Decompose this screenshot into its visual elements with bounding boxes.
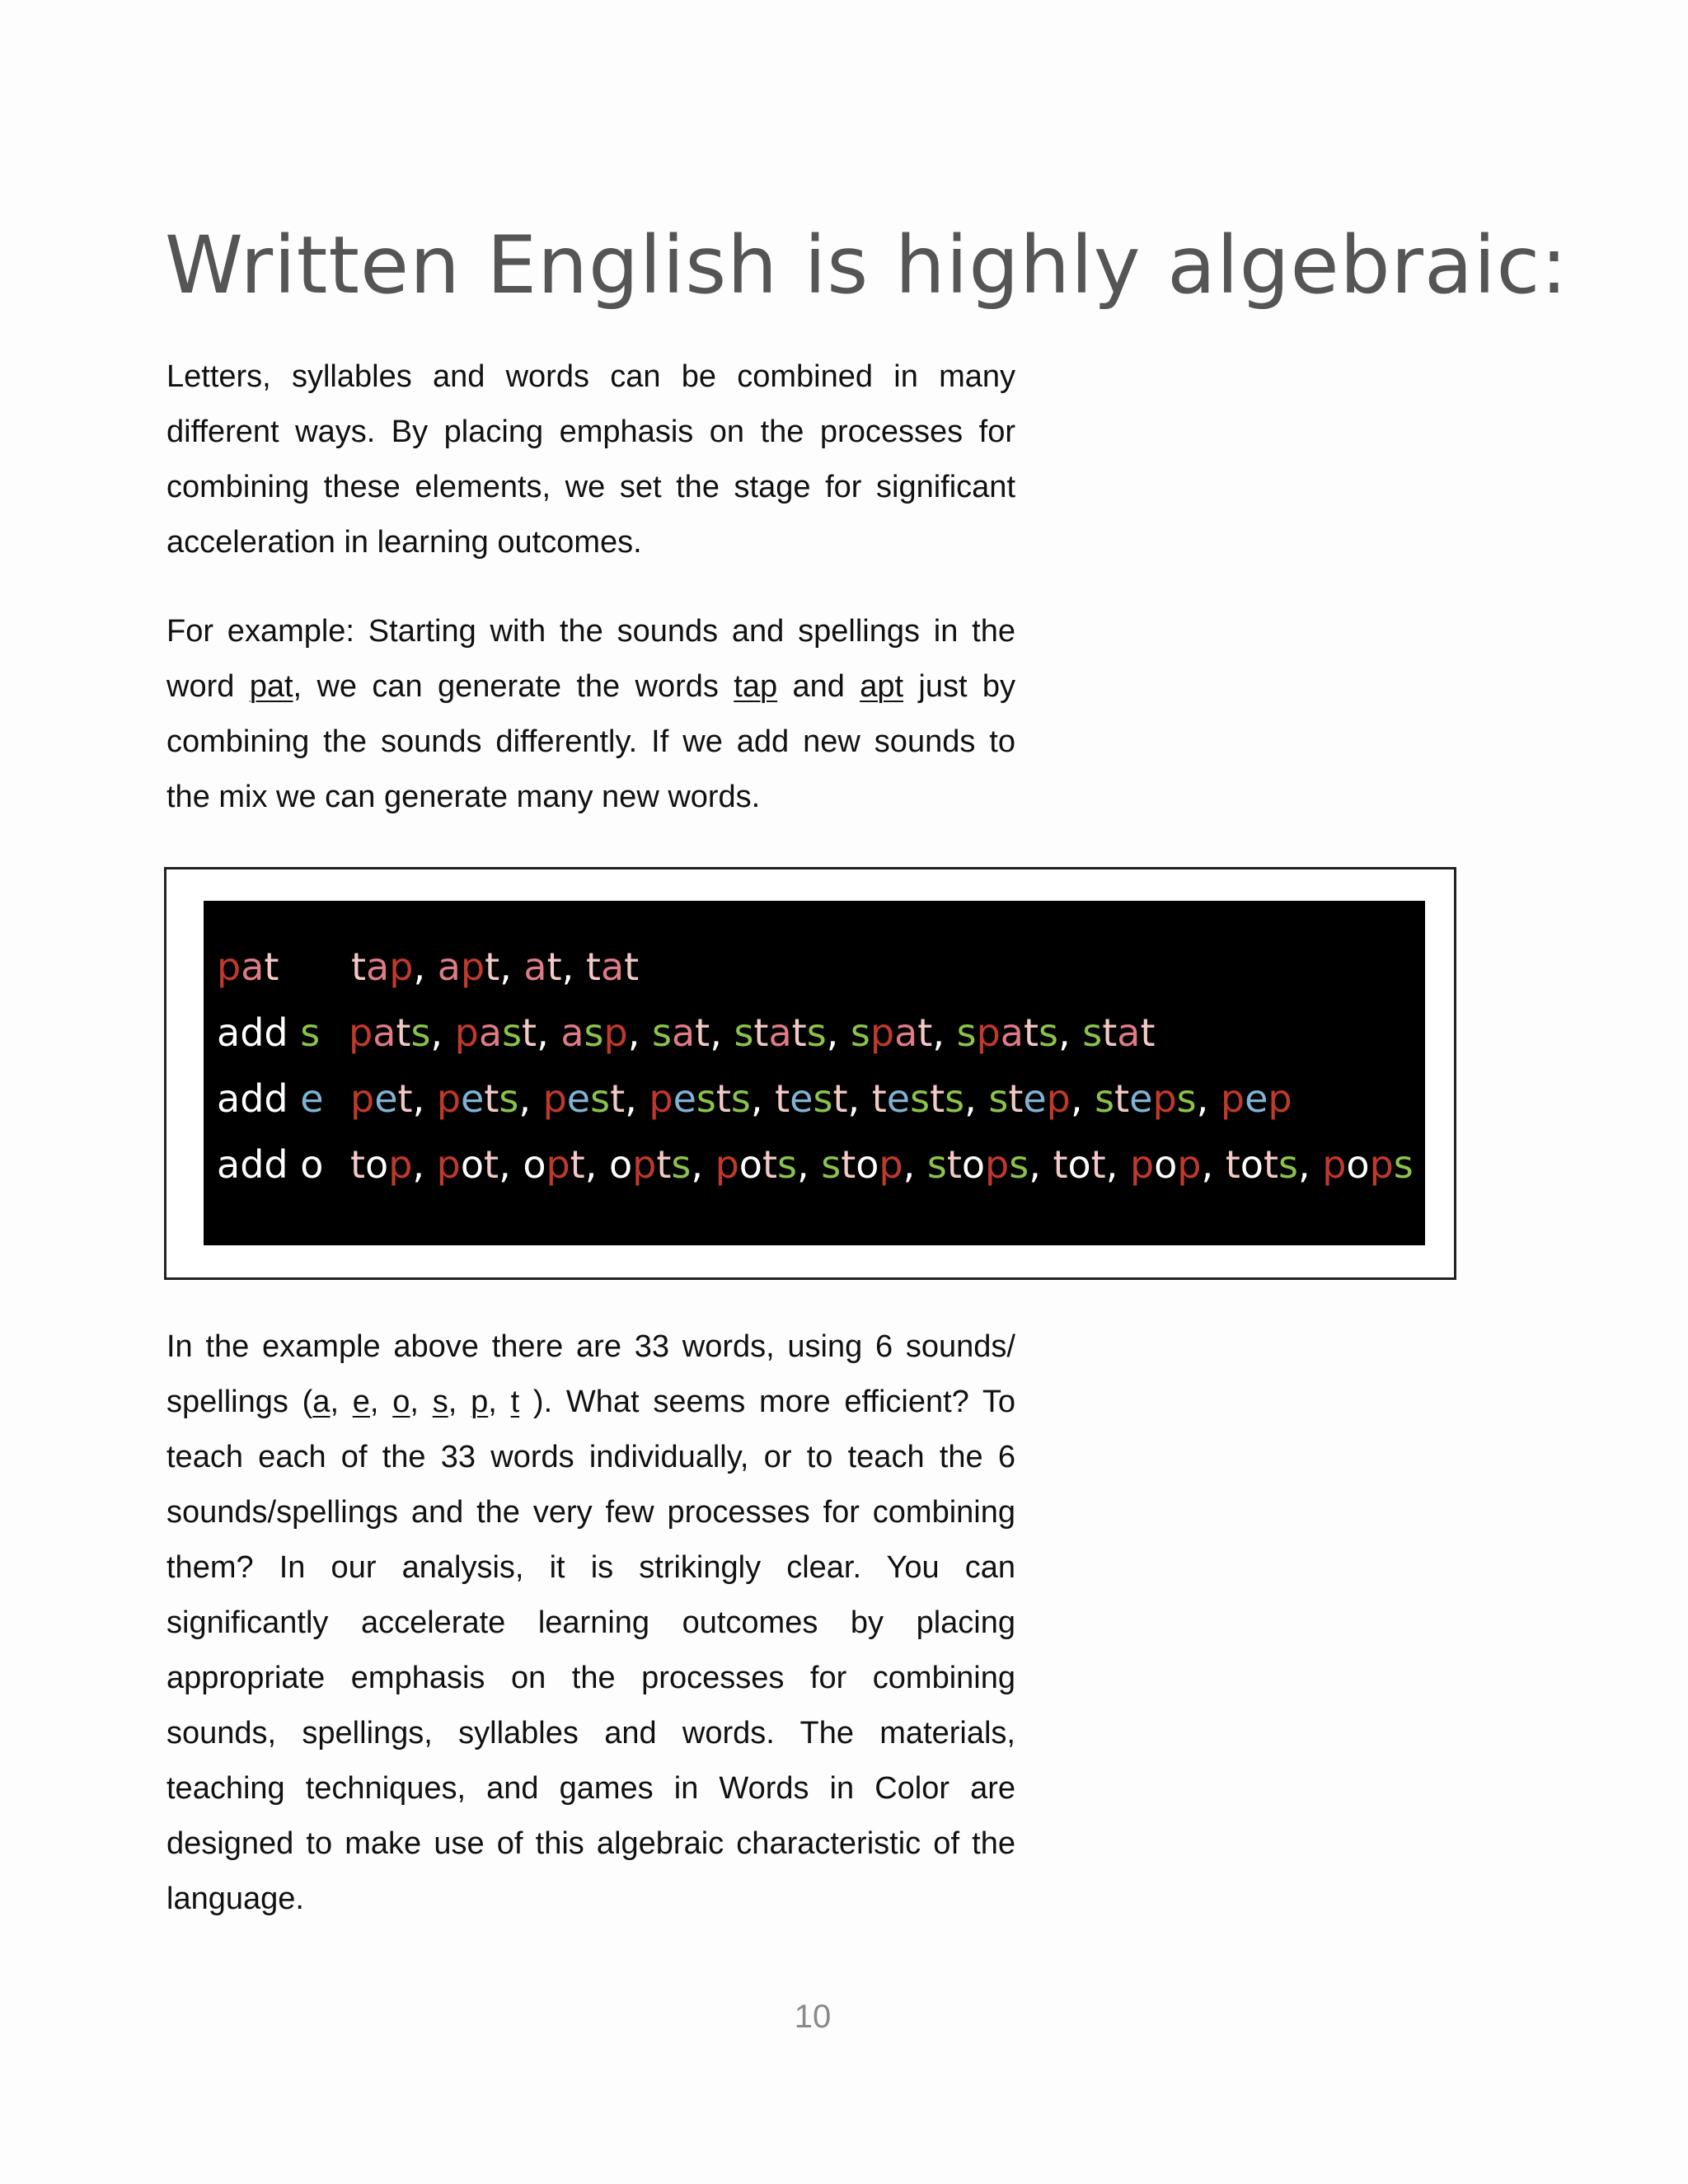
word-separator: , [750,1076,776,1121]
colored-letter: t [1140,1010,1156,1055]
word-separator: , [627,1010,652,1055]
colored-letter: s [499,1076,519,1121]
row-label [217,934,279,1000]
page-title: Written English is highly algebraic: [165,219,1568,312]
colored-letter: e [1129,1076,1153,1121]
colored-letter: p [350,1076,375,1121]
colored-word [872,1076,964,1121]
colored-word [609,1142,691,1187]
row-words [349,1000,1156,1066]
word-separator: , [1196,1076,1221,1121]
row-label [217,1132,323,1197]
colored-letter: t [546,944,562,989]
colored-letter: e [566,1076,591,1121]
colored-letter: t [1023,1010,1039,1055]
colored-letter: s [584,1010,604,1055]
colored-letter: t [264,944,279,989]
underlined-word: pat [249,669,293,704]
colored-word [734,1010,826,1055]
colored-word [1226,1142,1298,1187]
colored-letter: t [695,1010,710,1055]
colored-letter: s [926,1142,947,1187]
colored-letter: o [1154,1142,1178,1187]
colored-letter: t [1053,1142,1068,1187]
colored-word [652,1010,710,1055]
underlined-word: apt [860,669,904,704]
word-separator: , [826,1010,851,1055]
row-label-text: add [217,1076,301,1121]
colored-letter: a [671,1010,696,1055]
colored-letter: t [753,1010,769,1055]
colored-letter: t [832,1076,848,1121]
underlined-letter: t [510,1385,520,1419]
colored-letter: p [1152,1076,1177,1121]
colored-letter: t [610,1076,626,1121]
colored-letter: a [478,1010,503,1055]
colored-word [1322,1142,1414,1187]
row-words [351,934,639,1000]
colored-letter: s [671,1142,692,1187]
word-separator: , [1297,1142,1323,1187]
colored-letter: t [791,1010,807,1055]
word-example-panel [204,901,1425,1245]
colored-letter: t [484,1076,499,1121]
colored-word [1095,1076,1197,1121]
underlined-letter: a [312,1385,331,1419]
text-run: just by combining the sounds differently. If we add new sounds to the mix we can generate many new words. [166,669,1015,814]
word-separator: , [1201,1142,1226,1187]
underlined-letter: s [432,1385,448,1419]
colored-letter: p [542,1076,567,1121]
word-separator: , [584,1142,609,1187]
colored-letter: t [1263,1142,1278,1187]
colored-letter: s [910,1076,931,1121]
colored-letter: o [1240,1142,1264,1187]
word-separator: , [413,944,438,989]
colored-letter: t [762,1142,777,1187]
colored-word [851,1010,932,1055]
colored-letter: e [374,1076,398,1121]
colored-letter: a [1117,1010,1141,1055]
colored-letter: a [768,1010,792,1055]
colored-word [586,944,639,989]
colored-letter: a [366,944,390,989]
colored-letter: s [988,1076,1009,1121]
word-separator: , [964,1076,989,1121]
underlined-letter: e [352,1385,370,1419]
colored-letter: s [1082,1010,1103,1055]
colored-letter: a [241,944,265,989]
colored-letter: p [546,1142,570,1187]
word-separator: , [1105,1142,1130,1187]
colored-letter: e [790,1076,814,1121]
colored-letter: o [856,1142,879,1187]
colored-letter: p [436,1142,461,1187]
colored-letter: s [821,1142,842,1187]
colored-letter: e [1023,1076,1047,1121]
row-label-text: add [217,1142,301,1187]
colored-letter: t [585,944,601,989]
colored-letter: p [1046,1076,1071,1121]
colored-letter: o [300,1142,324,1187]
colored-letter: p [632,1142,657,1187]
colored-letter: s [696,1076,716,1121]
row-label [217,1000,320,1066]
colored-letter: p [985,1142,1010,1187]
colored-letter: e [1245,1076,1268,1121]
colored-letter: t [1114,1076,1130,1121]
colored-letter: s [410,1010,431,1055]
colored-word [543,1076,626,1121]
colored-letter: o [523,1142,546,1187]
text-run: and [777,669,860,704]
colored-letter: s [777,1142,797,1187]
colored-word [821,1142,903,1187]
intro-paragraph: Letters, syllables and words can be combined in many different ways. By placing emphasis on the processes for combining these elements, we set the stage for significant acceleration in learning outcomes. [166,359,1015,560]
colored-letter: o [1067,1142,1091,1187]
underlined-letter: p [471,1385,489,1419]
colored-letter: p [454,1010,479,1055]
row-label-text: add [217,1010,301,1055]
colored-word [438,944,499,989]
colored-letter: a [437,944,461,989]
colored-word [560,1010,627,1055]
text-run: ). What seems more efficient? To teach each of the 33 words individually, or to teach the 6 sounds/spellings and the very few processes for combining them? In our analysis, it is strikingly clear. You can significantly accelerate learning outcomes by placing appropriate emphasis on the processes for combining sounds, spellings, syllables and words. The materials, teaching techniques, and games in Words in Color are designed to make use of this algebraic characteristic of the language. [166,1385,1016,1916]
colored-letter: s [1009,1142,1029,1187]
colored-word [1053,1142,1105,1187]
colored-letter: t [624,944,640,989]
colored-word [957,1010,1058,1055]
colored-letter: p [1177,1142,1202,1187]
colored-letter: p [1129,1142,1155,1187]
colored-word [649,1076,751,1121]
colored-letter: p [1322,1142,1347,1187]
colored-letter: t [570,1142,585,1187]
row-words [350,1066,1292,1132]
colored-letter: t [485,944,500,989]
colored-word [715,1142,797,1187]
word-separator: , [796,1142,822,1187]
text-run: In the example above there are 33 words, using 6 sounds/ spellings ( [166,1329,1015,1419]
colored-letter: e [886,1076,911,1121]
word-separator: , [561,944,586,989]
word-separator: , [691,1142,715,1187]
comma: , [330,1385,353,1419]
word-separator: , [499,944,524,989]
colored-letter: o [961,1142,986,1187]
word-separator: , [518,1076,543,1121]
colored-letter: e [673,1076,696,1121]
colored-letter: a [523,944,547,989]
colored-word [350,1076,413,1121]
colored-word [350,1142,412,1187]
colored-letter: p [976,1010,1001,1055]
colored-letter: t [775,1076,790,1121]
word-separator: , [412,1142,437,1187]
example-paragraph [166,604,1015,825]
colored-letter: p [388,1142,413,1187]
colored-letter: o [365,1142,389,1187]
underlined-letter: o [392,1385,410,1419]
colored-word [775,1076,847,1121]
word-separator: , [932,1010,957,1055]
colored-letter: p [1268,1076,1292,1121]
row-label [217,1066,324,1132]
colored-letter: s [730,1076,751,1121]
comma: , [488,1385,511,1419]
colored-letter: s [502,1010,523,1055]
colored-letter: p [649,1076,673,1121]
word-separator: , [847,1076,872,1121]
underlined-word: tap [734,669,778,704]
colored-letter: s [734,1010,754,1055]
colored-letter: t [715,1076,731,1121]
colored-letter: t [1102,1010,1118,1055]
colored-letter: t [350,1142,366,1187]
colored-letter: t [522,1010,537,1055]
colored-word [455,1010,537,1055]
colored-letter: s [945,1076,965,1121]
colored-letter: a [373,1010,396,1055]
word-separator: , [430,1010,455,1055]
word-separator: , [537,1010,561,1055]
colored-word [437,1076,519,1121]
colored-letter: t [351,944,367,989]
word-separator: , [1029,1142,1053,1187]
word-separator: , [1057,1010,1083,1055]
colored-letter: a [600,944,625,989]
colored-word [523,944,561,989]
colored-letter: p [1220,1076,1245,1121]
colored-letter: p [217,944,241,989]
word-separator: , [499,1142,523,1187]
colored-letter: p [879,1142,903,1187]
colored-letter: s [956,1010,977,1055]
colored-letter: t [841,1142,856,1187]
comma: , [369,1385,393,1419]
colored-letter: p [870,1010,895,1055]
colored-letter: s [1095,1076,1115,1121]
colored-letter: p [389,944,414,989]
colored-letter: a [894,1010,918,1055]
comma: , [448,1385,471,1419]
page-number: 10 [794,1999,832,2035]
colored-letter: t [656,1142,672,1187]
colored-word [988,1076,1071,1121]
colored-letter: t [871,1076,887,1121]
colored-letter: t [1090,1142,1106,1187]
colored-letter: t [484,1142,499,1187]
colored-word [1221,1076,1292,1121]
colored-letter: s [590,1076,611,1121]
analysis-paragraph [166,1319,1015,1927]
word-separator: , [903,1142,927,1187]
colored-letter: a [1000,1010,1024,1055]
word-separator: , [1070,1076,1095,1121]
colored-letter: p [1369,1142,1394,1187]
text-run: For example: Starting with the sounds and spellings in the word [166,614,1015,704]
colored-letter: t [396,1010,411,1055]
text-run: , we can generate the words [293,669,734,704]
colored-letter: t [397,1076,413,1121]
row-words [350,1132,1414,1197]
colored-letter: t [930,1076,945,1121]
colored-word [523,1142,584,1187]
colored-letter: s [651,1010,672,1055]
colored-letter: o [460,1142,485,1187]
colored-word [351,944,413,989]
colored-letter: s [1039,1010,1058,1055]
colored-letter: p [603,1010,628,1055]
colored-letter: e [461,1076,485,1121]
colored-letter: t [917,1010,933,1055]
colored-letter: s [813,1076,833,1121]
colored-letter: p [349,1010,373,1055]
colored-word [927,1142,1029,1187]
colored-letter: t [1225,1142,1240,1187]
colored-letter: s [1278,1142,1298,1187]
colored-letter: p [460,944,485,989]
colored-letter: t [946,1142,962,1187]
colored-letter: e [300,1076,324,1121]
word-separator: , [412,1076,437,1121]
comma: , [410,1385,433,1419]
colored-letter: o [738,1142,762,1187]
colored-letter: o [1346,1142,1370,1187]
word-separator: , [710,1010,734,1055]
colored-letter: t [1008,1076,1024,1121]
colored-letter: p [715,1142,739,1187]
word-separator: , [625,1076,649,1121]
colored-letter: a [560,1010,584,1055]
colored-letter: s [1393,1142,1414,1187]
colored-letter: s [850,1010,870,1055]
colored-word [1082,1010,1155,1055]
colored-word [437,1142,499,1187]
colored-letter: p [436,1076,462,1121]
colored-letter: s [300,1010,321,1055]
colored-word [1130,1142,1202,1187]
colored-letter: o [608,1142,633,1187]
colored-letter: s [806,1010,827,1055]
colored-word [349,1010,430,1055]
colored-letter: s [1176,1076,1197,1121]
word-example-frame [164,867,1456,1280]
